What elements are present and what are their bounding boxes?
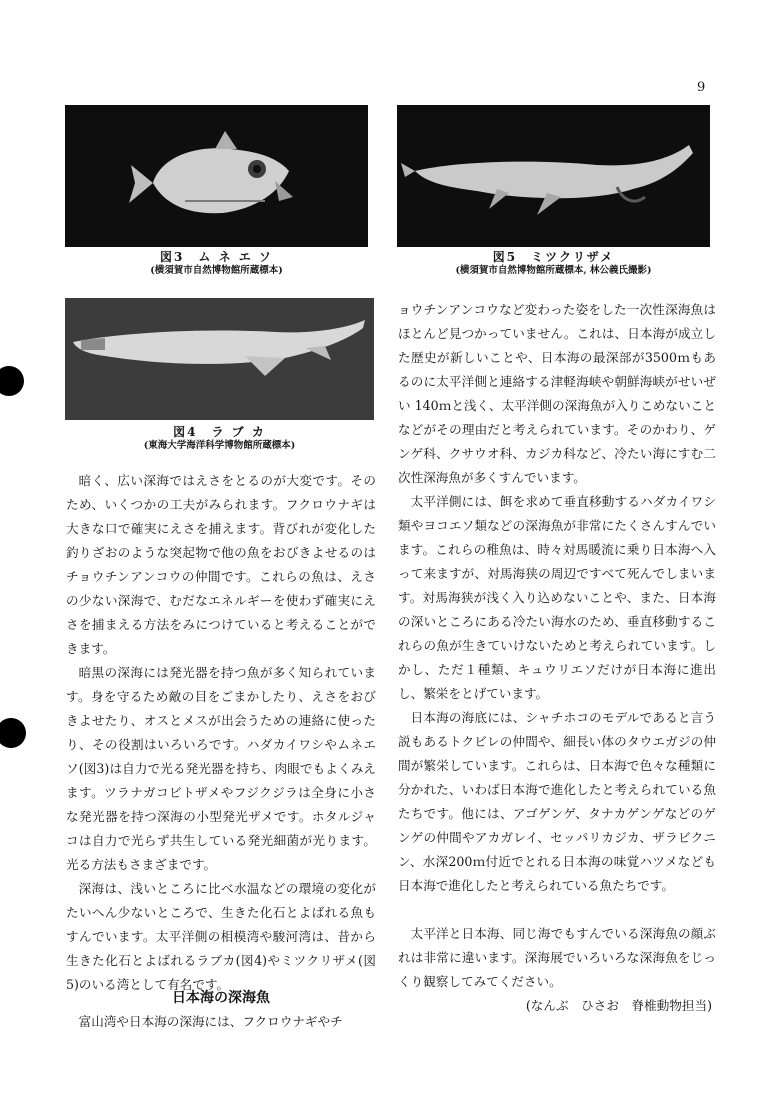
figure-3-caption — [65, 250, 368, 277]
section-heading: 日本海の深海魚 — [172, 990, 270, 1006]
hatchetfish-photo — [65, 105, 368, 247]
figure-4-source: (東海大学海洋科学博物館所蔵標本) — [143, 440, 296, 451]
goblin-shark-photo — [397, 105, 710, 247]
section-first-line: 富山湾や日本海の深海には、フクロウナギやチ — [78, 1014, 343, 1029]
body-paragraph: 太平洋側には、餌を求めて垂直移動するハダカイワシ類やヨコエソ類などの深海魚が非常にたくさんすんでいます。これらの稚魚は、時々対馬暖流に乗り日本海へ入って来ますが、対馬海狭の周辺ですべて死んでしまいます。対馬海狭が浅く入り込めないことや、また、日本海の深いところにある冷たい海水のため、垂直移動するこれらの魚が生きていけないためと考えられています。しかし、ただ１種類、キュウリエソだけが日本海に進出し、繁栄をとげています。 — [398, 494, 716, 701]
figure-5-caption — [397, 250, 710, 277]
figure-4-caption — [65, 425, 374, 452]
closing-paragraph: 太平洋と日本海、同じ海でもすんでいる深海魚の顔ぶれは非常に違います。深海展でいろいろな深海魚をじっくり観察してみてください。 — [398, 926, 716, 989]
right-column — [398, 298, 716, 1018]
body-paragraph: 日本海の海底には、シャチホコのモデルであると言う説もあるトクビレの仲間や、細長い体のタウエガジの仲間が繁栄しています。これらは、日本海で色々な種類に分かれた、いわば日本海で進化したと考えられている魚たちです。他には、アゴゲンゲ、タナカゲンゲなどのゲンゲの仲間やアカガレイ、セッパリカジカ、ザラビクニン、水深200ｍ付近でとれる日本海の味覚ハツメなども日本海で進化したと考えられている魚たちです。 — [398, 710, 716, 893]
binder-hole — [0, 718, 26, 748]
page-number: 9 — [697, 80, 706, 95]
frilled-shark-photo — [65, 298, 374, 420]
author-signature: (なんぶ ひさお 脊椎動物担当) — [525, 998, 712, 1013]
body-paragraph: 暗黒の深海には発光器を持つ魚が多く知られています。身を守るため敵の目をごまかしたり、えさをおびきよせたり、オスとメスが出会うための連絡に使ったり、その役割はいろいろです。ハダカイワシやムネエソ(図3)は自力で光る発光器を持ち、肉眼でもよくみえます。ツラナガコビトザメやフジクジラは全身に小さな発光器を持つ深海の小型発光ザメです。ホタルジャコは自力で光らず共生している発光細菌が光ります。光る方法もさまざまです。 — [66, 665, 376, 872]
left-column — [66, 469, 376, 997]
figure-4-title: 図4 ラ ブ カ — [173, 425, 266, 439]
body-paragraph-continued: ョウチンアンコウなど変わった姿をした一次性深海魚はほとんど見つかっていません。これは、日本海が成立した歴史が新しいことや、日本海の最深部が3500ｍもあるのに太平洋側と連絡する津軽海峡や朝鮮海峡がせいぜい 140ｍと浅く、太平洋側の深海魚が入りこめないことなどがその理由だと考えられています。そのかわり、ゲンゲ科、クサウオ科、カジカ科など、冷たい海にすむ二次性深海魚が多くすんでいます。 — [398, 302, 716, 485]
body-paragraph: 深海は、浅いところに比べ水温などの環境の変化がたいへん少ないところで、生きた化石とよばれる魚もすんでいます。太平洋側の相模湾や駿河湾は、昔から生きた化石とよばれるラブカ(図4)やミツクリザメ(図5)のいる湾として有名です。 — [66, 881, 376, 992]
figure-3-title: 図3 ム ネ エ ソ — [160, 250, 273, 264]
figure-3-source: (横須賀市自然博物館所蔵標本) — [150, 265, 283, 276]
figure-5-title: 図5 ミツクリザメ — [492, 250, 615, 264]
figure-5-source: (横須賀市自然博物館所蔵標本, 林公義氏撮影) — [455, 265, 652, 276]
binder-hole — [0, 366, 24, 396]
body-paragraph: 暗く、広い深海ではえさをとるのが大変です。そのため、いくつかの工夫がみられます。フクロウナギは大きな口で確実にえさを捕えます。背びれが変化した釣りざおのような突起物で他の魚をおびきよせるのはチョウチンアンコウの仲間です。これらの魚は、えさの少ない深海で、むだなエネルギーを使わず確実にえさを捕まえる方法をみにつけていると考えることができます。 — [66, 473, 376, 656]
